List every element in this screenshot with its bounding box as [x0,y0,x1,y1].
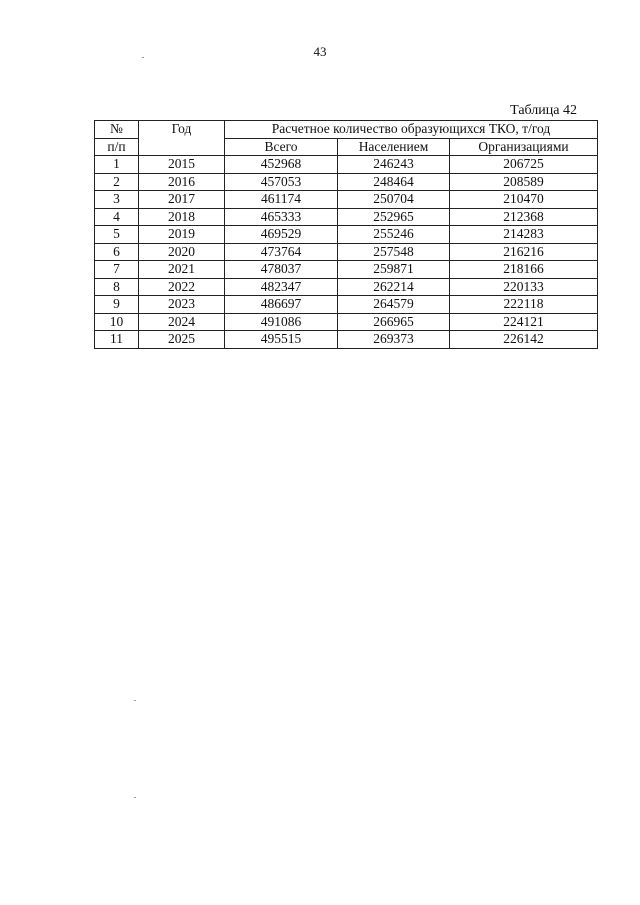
header-num-bottom: п/п [95,138,139,156]
table-body [95,156,598,349]
cell-year: 2024 [139,313,225,331]
cell-year: 2019 [139,226,225,244]
cell-num: 4 [95,208,139,226]
cell-total: 457053 [225,173,338,191]
cell-total: 478037 [225,261,338,279]
cell-population: 250704 [338,191,450,209]
table-row [95,278,598,296]
cell-year: 2020 [139,243,225,261]
cell-num: 6 [95,243,139,261]
cell-year: 2022 [139,278,225,296]
page-number: 43 [313,44,327,59]
cell-year: 2021 [139,261,225,279]
waste-volume-table [94,120,598,349]
header-total: Всего [225,138,338,156]
table-row [95,313,598,331]
cell-total: 473764 [225,243,338,261]
cell-year: 2023 [139,296,225,314]
cell-year: 2018 [139,208,225,226]
cell-num: 3 [95,191,139,209]
cell-population: 248464 [338,173,450,191]
header-year: Год [139,121,225,156]
cell-year: 2017 [139,191,225,209]
cell-population: 255246 [338,226,450,244]
cell-organizations: 226142 [450,331,598,349]
cell-num: 2 [95,173,139,191]
cell-population: 262214 [338,278,450,296]
cell-organizations: 224121 [450,313,598,331]
table-caption: Таблица 42 [510,103,577,118]
cell-population: 257548 [338,243,450,261]
table-row [95,156,598,174]
cell-total: 461174 [225,191,338,209]
header-group: Расчетное количество образующихся ТКО, т/год [225,121,598,139]
cell-population: 252965 [338,208,450,226]
cell-total: 469529 [225,226,338,244]
cell-organizations: 210470 [450,191,598,209]
cell-total: 491086 [225,313,338,331]
table-row [95,191,598,209]
cell-organizations: 220133 [450,278,598,296]
header-organizations: Организациями [450,138,598,156]
cell-year: 2015 [139,156,225,174]
cell-year: 2016 [139,173,225,191]
cell-organizations: 218166 [450,261,598,279]
cell-organizations: 216216 [450,243,598,261]
cell-total: 495515 [225,331,338,349]
cell-organizations: 212368 [450,208,598,226]
cell-population: 259871 [338,261,450,279]
cell-total: 452968 [225,156,338,174]
cell-total: 482347 [225,278,338,296]
table-row [95,331,598,349]
cell-num: 9 [95,296,139,314]
cell-total: 486697 [225,296,338,314]
cell-num: 5 [95,226,139,244]
cell-organizations: 222118 [450,296,598,314]
table-row [95,243,598,261]
table-row [95,208,598,226]
table-row [95,173,598,191]
cell-population: 246243 [338,156,450,174]
cell-organizations: 214283 [450,226,598,244]
cell-population: 266965 [338,313,450,331]
cell-organizations: 206725 [450,156,598,174]
table-row [95,226,598,244]
header-population: Населением [338,138,450,156]
cell-total: 465333 [225,208,338,226]
cell-organizations: 208589 [450,173,598,191]
cell-year: 2025 [139,331,225,349]
header-num-top: № [95,121,139,139]
table-header [95,121,598,156]
cell-num: 8 [95,278,139,296]
cell-num: 1 [95,156,139,174]
header-row-1 [95,121,598,139]
cell-population: 264579 [338,296,450,314]
cell-num: 7 [95,261,139,279]
table-row [95,261,598,279]
table-row [95,296,598,314]
cell-num: 11 [95,331,139,349]
cell-population: 269373 [338,331,450,349]
cell-num: 10 [95,313,139,331]
